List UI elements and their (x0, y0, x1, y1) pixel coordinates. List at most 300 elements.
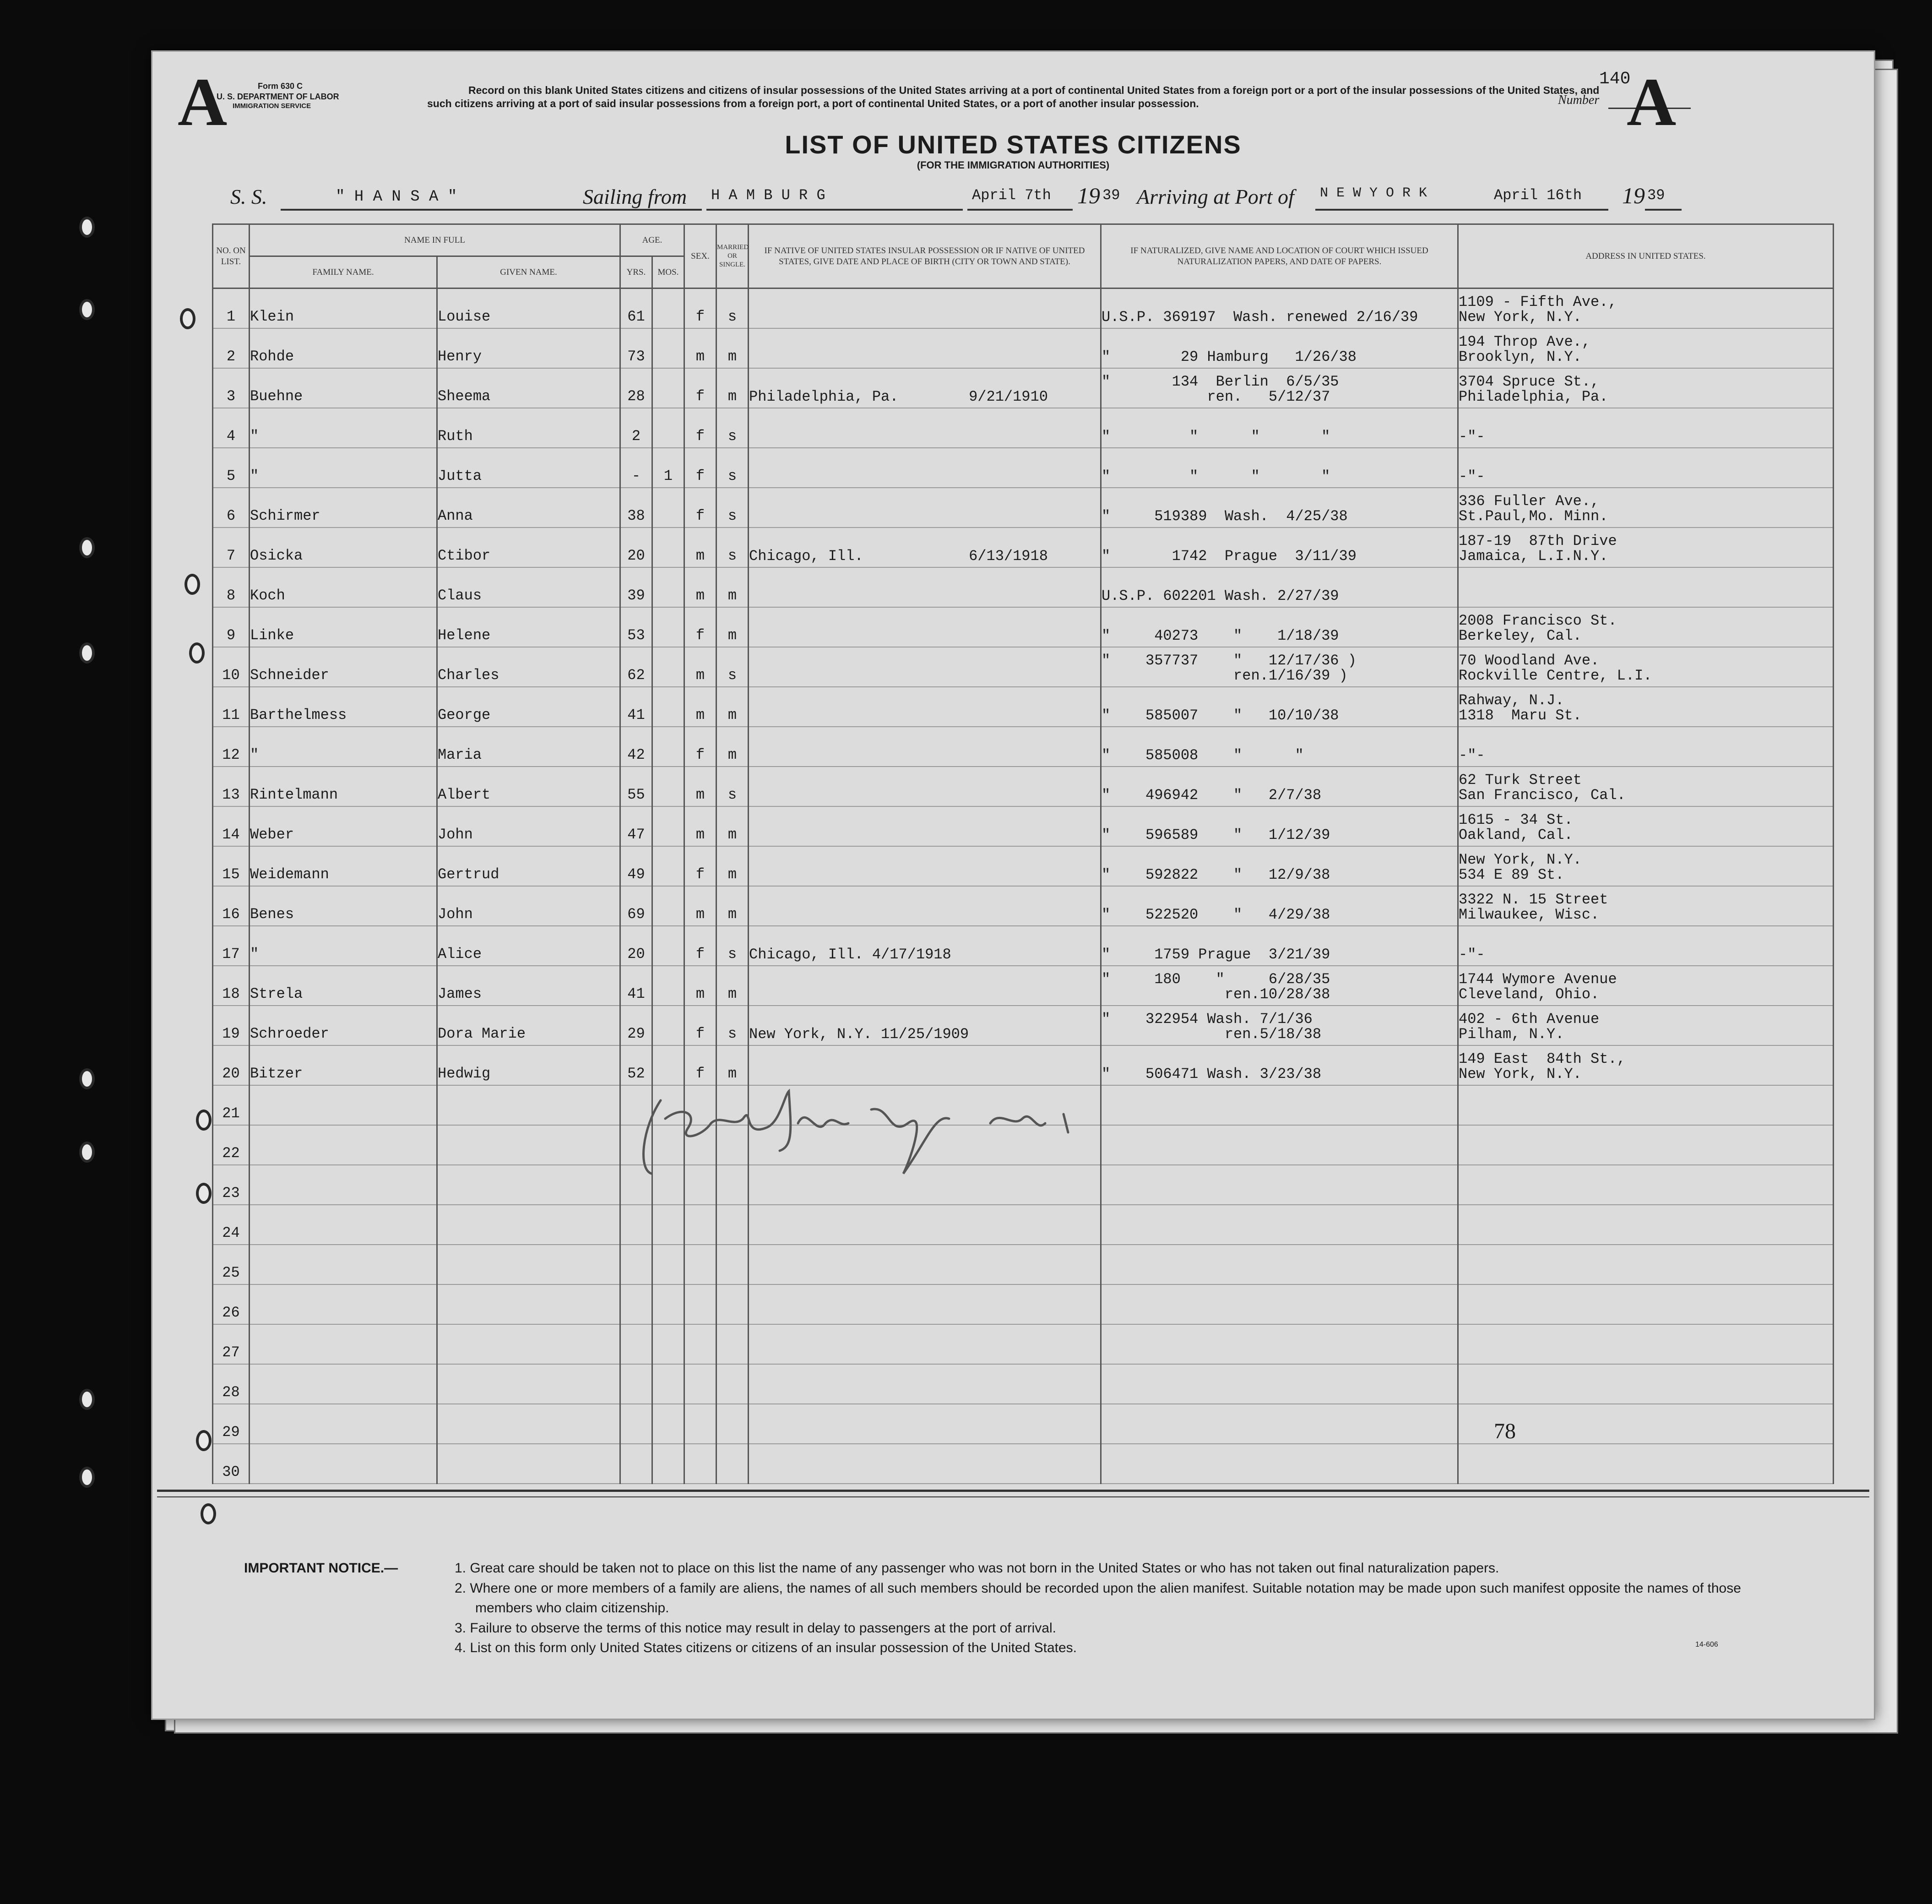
sex (684, 1284, 716, 1324)
birth-info (749, 966, 1101, 1006)
table-body (213, 288, 1834, 1484)
naturalization-info: " 1759 Prague 3/21/39 (1101, 926, 1458, 966)
depart-year-prefix: 19 (1077, 183, 1100, 208)
row-number: 17 (213, 926, 250, 966)
number-label: Number (1558, 93, 1600, 107)
row-number: 8 (213, 567, 250, 607)
age-years: 53 (620, 607, 652, 647)
table-row (213, 607, 1834, 647)
binder-hole (185, 574, 200, 595)
family-name (250, 1245, 437, 1284)
depart-year: 39 (1102, 187, 1120, 204)
binder-hole (79, 642, 95, 664)
naturalization-info: " 596589 " 1/12/39 (1101, 806, 1458, 846)
age-years (620, 1404, 652, 1444)
age-months: 1 (652, 448, 684, 488)
age-months (652, 1324, 684, 1364)
given-name: Maria (437, 727, 620, 767)
sex: m (684, 528, 716, 567)
address: 149 East 84th St., New York, N.Y. (1458, 1045, 1834, 1085)
marital-status: m (716, 567, 749, 607)
table-row (213, 408, 1834, 448)
age-years: 20 (620, 926, 652, 966)
family-name (250, 1284, 437, 1324)
row-number: 18 (213, 966, 250, 1006)
address (1458, 1165, 1834, 1205)
sex: f (684, 727, 716, 767)
notice-item: 3. Failure to observe the terms of this notice may result in delay to passengers at the port of arrival. (455, 1620, 1056, 1636)
age-months (652, 328, 684, 368)
age-months (652, 288, 684, 329)
form-subtitle: (FOR THE IMMIGRATION AUTHORITIES) (917, 159, 1110, 171)
depart-date-underline (967, 209, 1073, 211)
birth-info (749, 328, 1101, 368)
notice-lead: IMPORTANT NOTICE.— (244, 1561, 398, 1576)
address: Rahway, N.J. 1318 Maru St. (1458, 687, 1834, 727)
marital-status: m (716, 806, 749, 846)
age-months (652, 727, 684, 767)
naturalization-info: " 357737 " 12/17/36 ) ren.1/16/39 ) (1101, 647, 1458, 687)
address: -"- (1458, 727, 1834, 767)
birth-info: Philadelphia, Pa. 9/21/1910 (749, 368, 1101, 408)
given-name: John (437, 886, 620, 926)
table-row (213, 966, 1834, 1006)
birth-info (749, 846, 1101, 886)
given-name: Sheema (437, 368, 620, 408)
row-number: 27 (213, 1324, 250, 1364)
naturalization-info: " 496942 " 2/7/38 (1101, 767, 1458, 806)
given-name: John (437, 806, 620, 846)
given-name: Claus (437, 567, 620, 607)
sex (684, 1444, 716, 1484)
naturalization-info: " 519389 Wash. 4/25/38 (1101, 488, 1458, 528)
col-naturalized: IF NATURALIZED, GIVE NAME AND LOCATION OF COURT WHICH ISSUED NATURALIZATION PAPERS, AND DATE OF PAPERS. (1101, 224, 1458, 288)
table-row (213, 1404, 1834, 1444)
row-number: 22 (213, 1125, 250, 1165)
naturalization-info (1101, 1364, 1458, 1404)
birth-info (749, 687, 1101, 727)
age-months (652, 1284, 684, 1324)
col-address: ADDRESS IN UNITED STATES. (1458, 224, 1834, 288)
sex: f (684, 926, 716, 966)
age-months (652, 846, 684, 886)
from-port-underline (706, 209, 963, 211)
table-row (213, 727, 1834, 767)
page-number: 78 (1494, 1419, 1516, 1443)
col-birth: IF NATIVE OF UNITED STATES INSULAR POSSESSION OR IF NATIVE OF UNITED STATES, GIVE DATE AND PLACE OF BIRTH (CITY OR TOWN AND STATE). (749, 224, 1101, 288)
passenger-table (212, 223, 1834, 1484)
age-years: 52 (620, 1045, 652, 1085)
arrival-year-underline (1645, 209, 1682, 211)
row-number: 4 (213, 408, 250, 448)
row-number: 29 (213, 1404, 250, 1444)
table-row (213, 1444, 1834, 1484)
naturalization-info (1101, 1444, 1458, 1484)
age-years: 20 (620, 528, 652, 567)
marital-status: s (716, 528, 749, 567)
age-years (620, 1444, 652, 1484)
row-number: 30 (213, 1444, 250, 1484)
notice-item: 4. List on this form only United States citizens or citizens of an insular possession of the United States. (455, 1640, 1077, 1655)
address: New York, N.Y. 534 E 89 St. (1458, 846, 1834, 886)
print-code: 14-606 (1695, 1641, 1718, 1648)
family-name: Weber (250, 806, 437, 846)
ship-underline (281, 209, 702, 211)
age-years: 55 (620, 767, 652, 806)
naturalization-info: " " " " (1101, 448, 1458, 488)
binder-hole (196, 1183, 212, 1204)
age-months (652, 1364, 684, 1404)
marital-status: s (716, 767, 749, 806)
address: 62 Turk Street San Francisco, Cal. (1458, 767, 1834, 806)
table-row (213, 687, 1834, 727)
sex: m (684, 328, 716, 368)
birth-info (749, 806, 1101, 846)
arrival-year-prefix: 19 (1622, 183, 1645, 208)
address: 1615 - 34 St. Oakland, Cal. (1458, 806, 1834, 846)
row-number: 16 (213, 886, 250, 926)
form-instructions: Record on this blank United States citizens and citizens of insular possessions of the United States arriving at a port of continental United States from a foreign port or a port of the insular possessions of the United States, and such citizens arriving at a port of said insular possessions from a foreign port, a port of continental United States, or a port of another insular possession. (427, 84, 1600, 109)
family-name (250, 1324, 437, 1364)
marital-status (716, 1364, 749, 1404)
binder-hole (196, 1110, 212, 1131)
row-number: 23 (213, 1165, 250, 1205)
notice-item: 1. Great care should be taken not to place on this list the name of any passenger who was not born in the United States or who has not taken out final naturalization papers. (455, 1561, 1499, 1576)
binder-hole (79, 1142, 95, 1163)
age-years: 2 (620, 408, 652, 448)
family-name (250, 1085, 437, 1125)
address (1458, 1284, 1834, 1324)
family-name: Rohde (250, 328, 437, 368)
family-name (250, 1404, 437, 1444)
binder-hole (201, 1503, 216, 1524)
table-row (213, 1324, 1834, 1364)
marital-status: m (716, 727, 749, 767)
family-name: Barthelmess (250, 687, 437, 727)
family-name: Klein (250, 288, 437, 329)
age-months (652, 567, 684, 607)
naturalization-info: " 1742 Prague 3/11/39 (1101, 528, 1458, 567)
birth-info (749, 448, 1101, 488)
given-name (437, 1284, 620, 1324)
birth-info (749, 1284, 1101, 1324)
table-row (213, 368, 1834, 408)
marital-status (716, 1324, 749, 1364)
age-years: 49 (620, 846, 652, 886)
address: 336 Fuller Ave., St.Paul,Mo. Minn. (1458, 488, 1834, 528)
family-name: Rintelmann (250, 767, 437, 806)
address: 1744 Wymore Avenue Cleveland, Ohio. (1458, 966, 1834, 1006)
sex: m (684, 966, 716, 1006)
sex: f (684, 1006, 716, 1045)
marital-status: s (716, 647, 749, 687)
sex: m (684, 647, 716, 687)
naturalization-info (1101, 1205, 1458, 1245)
service: IMMIGRATION SERVICE (233, 102, 311, 110)
row-number: 1 (213, 288, 250, 329)
sex: m (684, 767, 716, 806)
birth-info (749, 1245, 1101, 1284)
sex: f (684, 408, 716, 448)
given-name: Ruth (437, 408, 620, 448)
birth-info: Chicago, Ill. 4/17/1918 (749, 926, 1101, 966)
sex (684, 1404, 716, 1444)
age-years (620, 1245, 652, 1284)
naturalization-info (1101, 1085, 1458, 1125)
list-number: 140 (1599, 69, 1631, 89)
age-months (652, 1205, 684, 1245)
given-name: Alice (437, 926, 620, 966)
binder-hole (180, 308, 195, 329)
marital-status: m (716, 1045, 749, 1085)
address: 194 Throp Ave., Brooklyn, N.Y. (1458, 328, 1834, 368)
given-name: Henry (437, 328, 620, 368)
naturalization-info: " 522520 " 4/29/38 (1101, 886, 1458, 926)
age-years: 39 (620, 567, 652, 607)
department: U. S. DEPARTMENT OF LABOR (217, 92, 339, 101)
sex: f (684, 448, 716, 488)
ss-label: S. S. (230, 185, 267, 208)
sex (684, 1245, 716, 1284)
naturalization-info: U.S.P. 369197 Wash. renewed 2/16/39 (1101, 288, 1458, 329)
given-name: James (437, 966, 620, 1006)
birth-info (749, 767, 1101, 806)
sex: f (684, 488, 716, 528)
family-name: Linke (250, 607, 437, 647)
row-number: 10 (213, 647, 250, 687)
age-years: 41 (620, 966, 652, 1006)
table-row (213, 1284, 1834, 1324)
table-row (213, 886, 1834, 926)
marital-status: m (716, 607, 749, 647)
given-name (437, 1324, 620, 1364)
row-number: 11 (213, 687, 250, 727)
marital-status (716, 1444, 749, 1484)
col-given-name: GIVEN NAME. (437, 256, 620, 288)
family-name: Schirmer (250, 488, 437, 528)
from-port: H A M B U R G (711, 187, 825, 204)
address: 187-19 87th Drive Jamaica, L.I.N.Y. (1458, 528, 1834, 567)
birth-info (749, 288, 1101, 329)
table-row (213, 328, 1834, 368)
family-name: Schneider (250, 647, 437, 687)
binder-hole (79, 217, 95, 238)
birth-info (749, 1444, 1101, 1484)
family-name (250, 1165, 437, 1205)
address: 2008 Francisco St. Berkeley, Cal. (1458, 607, 1834, 647)
col-yrs: YRS. (620, 256, 652, 288)
naturalization-info: U.S.P. 602201 Wash. 2/27/39 (1101, 567, 1458, 607)
given-name (437, 1085, 620, 1125)
family-name: Strela (250, 966, 437, 1006)
family-name: " (250, 448, 437, 488)
table-row (213, 1364, 1834, 1404)
naturalization-info: " 29 Hamburg 1/26/38 (1101, 328, 1458, 368)
col-no-on-list: NO. ON LIST. (213, 224, 250, 288)
naturalization-info (1101, 1245, 1458, 1284)
row-number: 24 (213, 1205, 250, 1245)
given-name: Hedwig (437, 1045, 620, 1085)
address (1458, 1085, 1834, 1125)
address (1458, 1324, 1834, 1364)
row-number: 3 (213, 368, 250, 408)
age-months (652, 528, 684, 567)
row-number: 20 (213, 1045, 250, 1085)
naturalization-info (1101, 1165, 1458, 1205)
marital-status: m (716, 966, 749, 1006)
arrival-port: N E W Y O R K (1320, 185, 1427, 201)
age-months (652, 1245, 684, 1284)
row-number: 15 (213, 846, 250, 886)
given-name (437, 1364, 620, 1404)
table-row (213, 767, 1834, 806)
given-name: Louise (437, 288, 620, 329)
given-name: George (437, 687, 620, 727)
row-number: 7 (213, 528, 250, 567)
family-name: Buehne (250, 368, 437, 408)
sailing-label: Sailing from (583, 185, 687, 208)
marital-status: s (716, 488, 749, 528)
given-name (437, 1245, 620, 1284)
address (1458, 1364, 1834, 1404)
given-name: Helene (437, 607, 620, 647)
binder-hole (79, 299, 95, 320)
given-name: Charles (437, 647, 620, 687)
address (1458, 1125, 1834, 1165)
row-number: 25 (213, 1245, 250, 1284)
family-name: Bitzer (250, 1045, 437, 1085)
age-months (652, 886, 684, 926)
row-number: 19 (213, 1006, 250, 1045)
table-row (213, 1205, 1834, 1245)
birth-info (749, 1364, 1101, 1404)
family-name: " (250, 408, 437, 448)
birth-info (749, 727, 1101, 767)
sex: f (684, 368, 716, 408)
address (1458, 1205, 1834, 1245)
address (1458, 1245, 1834, 1284)
table-row (213, 448, 1834, 488)
age-years: 73 (620, 328, 652, 368)
form-letter-left: A (178, 64, 228, 140)
naturalization-info: " " " " (1101, 408, 1458, 448)
given-name (437, 1165, 620, 1205)
row-number: 2 (213, 328, 250, 368)
age-years: 29 (620, 1006, 652, 1045)
table-row (213, 567, 1834, 607)
age-years (620, 1284, 652, 1324)
birth-info (749, 607, 1101, 647)
address: 1109 - Fifth Ave., New York, N.Y. (1458, 288, 1834, 329)
row-number: 14 (213, 806, 250, 846)
form-number: Form 630 C (258, 82, 303, 91)
given-name: Ctibor (437, 528, 620, 567)
marital-status: s (716, 288, 749, 329)
birth-info: Chicago, Ill. 6/13/1918 (749, 528, 1101, 567)
address: 70 Woodland Ave. Rockville Centre, L.I. (1458, 647, 1834, 687)
form-letter-right: A (1627, 64, 1677, 140)
age-years: - (620, 448, 652, 488)
family-name: Osicka (250, 528, 437, 567)
marital-status: s (716, 408, 749, 448)
family-name (250, 1444, 437, 1484)
address: 402 - 6th Avenue Pilham, N.Y. (1458, 1006, 1834, 1045)
age-years (620, 1324, 652, 1364)
row-number: 28 (213, 1364, 250, 1404)
address: 3322 N. 15 Street Milwaukee, Wisc. (1458, 886, 1834, 926)
age-months (652, 1444, 684, 1484)
sex (684, 1205, 716, 1245)
age-years: 69 (620, 886, 652, 926)
given-name: Jutta (437, 448, 620, 488)
age-months (652, 368, 684, 408)
address (1458, 567, 1834, 607)
marital-status (716, 1404, 749, 1444)
marital-status: m (716, 687, 749, 727)
naturalization-info: " 585007 " 10/10/38 (1101, 687, 1458, 727)
col-name-in-full: NAME IN FULL (250, 224, 620, 256)
sex: f (684, 607, 716, 647)
family-name: " (250, 727, 437, 767)
row-number: 13 (213, 767, 250, 806)
binder-hole (79, 1467, 95, 1488)
binder-hole (189, 642, 205, 664)
age-months (652, 647, 684, 687)
age-months (652, 1404, 684, 1444)
naturalization-info (1101, 1324, 1458, 1364)
depart-date: April 7th (972, 187, 1051, 204)
birth-info (749, 567, 1101, 607)
address: 3704 Spruce St., Philadelphia, Pa. (1458, 368, 1834, 408)
table-row (213, 1245, 1834, 1284)
marital-status: s (716, 448, 749, 488)
birth-info: New York, N.Y. 11/25/1909 (749, 1006, 1101, 1045)
given-name: Dora Marie (437, 1006, 620, 1045)
important-notice (244, 1558, 1801, 1658)
family-name: Weidemann (250, 846, 437, 886)
age-years: 42 (620, 727, 652, 767)
age-years: 41 (620, 687, 652, 727)
table-row (213, 488, 1834, 528)
naturalization-info: " 134 Berlin 6/5/35 ren. 5/12/37 (1101, 368, 1458, 408)
marital-status: m (716, 328, 749, 368)
naturalization-info: " 322954 Wash. 7/1/36 ren.5/18/38 (1101, 1006, 1458, 1045)
address: -"- (1458, 448, 1834, 488)
address (1458, 1444, 1834, 1484)
birth-info (749, 1404, 1101, 1444)
family-name (250, 1125, 437, 1165)
table-row (213, 926, 1834, 966)
marital-status: m (716, 886, 749, 926)
birth-info (749, 488, 1101, 528)
age-months (652, 607, 684, 647)
address: -"- (1458, 408, 1834, 448)
table-row (213, 647, 1834, 687)
marital-status: s (716, 926, 749, 966)
family-name: " (250, 926, 437, 966)
given-name (437, 1205, 620, 1245)
family-name: Benes (250, 886, 437, 926)
age-months (652, 488, 684, 528)
binder-hole (196, 1430, 212, 1451)
given-name (437, 1404, 620, 1444)
address: -"- (1458, 926, 1834, 966)
row-number: 21 (213, 1085, 250, 1125)
naturalization-info: " 585008 " " (1101, 727, 1458, 767)
naturalization-info (1101, 1404, 1458, 1444)
naturalization-info (1101, 1125, 1458, 1165)
row-number: 6 (213, 488, 250, 528)
